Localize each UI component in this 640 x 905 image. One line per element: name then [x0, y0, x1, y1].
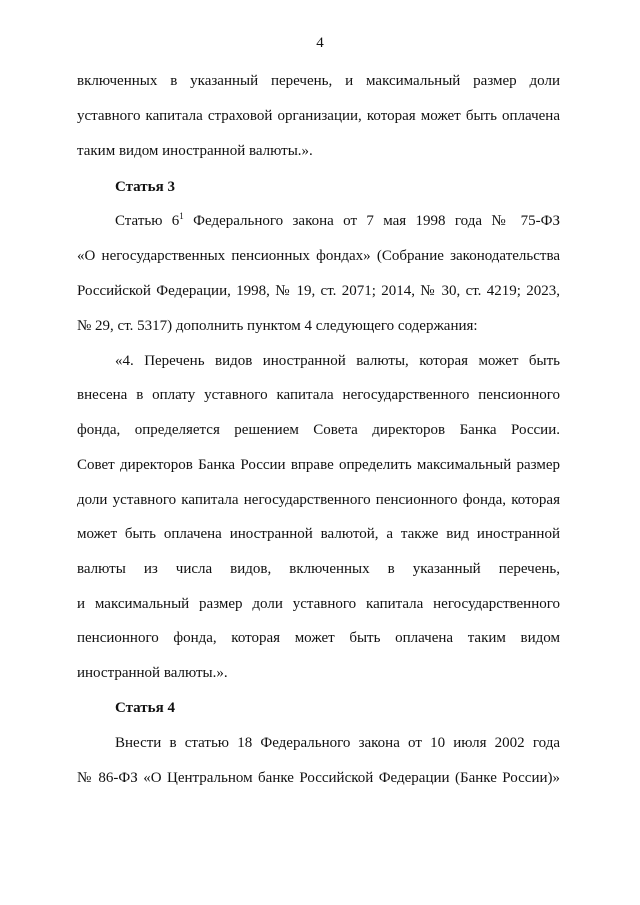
text-line: «О негосударственных пенсионных фондах» (Собрание законодательства [77, 248, 560, 264]
text-line: «4. Перечень видов иностранной валюты, которая может быть [115, 353, 560, 369]
article-heading: Статья 4 [115, 700, 175, 716]
article-heading: Статья 3 [115, 179, 175, 195]
text-line: и максимальный размер доли уставного капитала негосударственного [77, 596, 560, 612]
text-fragment: Федерального закона от 7 мая 1998 года № 75-ФЗ [183, 213, 560, 229]
superscript: 1 [179, 211, 184, 221]
text-line: Российской Федерации, 1998, № 19, ст. 2071; 2014, № 30, ст. 4219; 2023, [77, 283, 560, 299]
text-line: доли уставного капитала негосударственного пенсионного фонда, которая [77, 492, 560, 508]
text-line: иностранной валюты.». [77, 665, 228, 681]
text-line: пенсионного фонда, которая может быть оплачена таким видом [77, 630, 560, 646]
text-line: уставного капитала страховой организации, которая может быть оплачена [77, 108, 560, 124]
text-line: № 86-ФЗ «О Центральном банке Российской Федерации (Банке России)» [77, 770, 560, 786]
text-line: фонда, определяется решением Совета директоров Банка России. [77, 422, 560, 438]
text-line: Совет директоров Банка России вправе определить максимальный размер [77, 457, 560, 473]
text-line: валюты из числа видов, включенных в указанный перечень, [77, 561, 560, 577]
text-line: таким видом иностранной валюты.». [77, 143, 313, 159]
text-line: № 29, ст. 5317) дополнить пунктом 4 следующего содержания: [77, 318, 478, 334]
text-line: Внести в статью 18 Федерального закона от 10 июля 2002 года [115, 735, 560, 751]
text-line: включенных в указанный перечень, и максимальный размер доли [77, 73, 560, 89]
text-line: внесена в оплату уставного капитала негосударственного пенсионного [77, 387, 560, 403]
text-fragment: Статью 6 [115, 213, 180, 229]
page-number: 4 [316, 35, 324, 51]
text-line [115, 211, 560, 231]
text-line: может быть оплачена иностранной валютой, а также вид иностранной [77, 526, 560, 542]
